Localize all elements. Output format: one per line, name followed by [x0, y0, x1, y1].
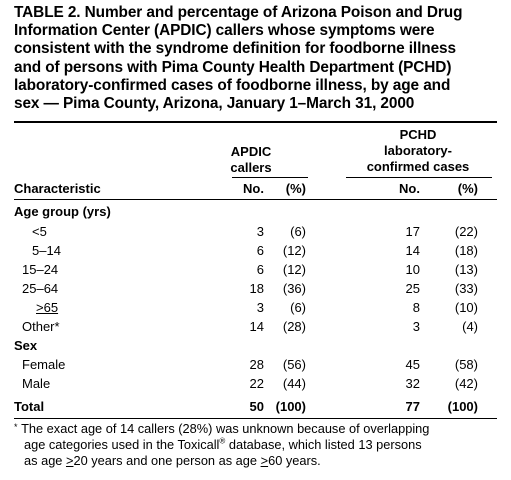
table-title [14, 4, 500, 113]
row-label: Male [22, 376, 51, 391]
pchd-no: 32 [405, 376, 420, 391]
pchd-no: 10 [405, 262, 420, 277]
title-line: Information Center (APDIC) callers whose symptoms were [14, 22, 435, 40]
apdic-no: 28 [249, 357, 264, 372]
title-line: laboratory-confirmed cases of foodborne illness, by age and [14, 76, 451, 94]
pchd-pct: (33) [454, 281, 478, 296]
header-rule [14, 199, 497, 200]
apdic-no: 6 [256, 243, 264, 258]
apdic-pct: (12) [282, 262, 306, 277]
pchd-no: 8 [412, 300, 420, 315]
apdic-group-underline [232, 177, 308, 178]
title-line: sex — Pima County, Arizona, January 1–March 31, 2000 [14, 95, 415, 113]
characteristic-header: Characteristic [14, 181, 101, 196]
apdic-pct-header: (%) [285, 181, 306, 196]
apdic-no-header: No. [243, 181, 264, 196]
pchd-pct-header: (%) [457, 181, 478, 196]
table-row [0, 262, 511, 281]
bottom-rule [14, 418, 497, 419]
apdic-no: 22 [249, 376, 264, 391]
pchd-no: 45 [405, 357, 420, 372]
table-row [0, 243, 511, 262]
apdic-no: 3 [256, 300, 264, 315]
footnote-line: as age >20 years and one person as age >60 years. [24, 453, 321, 468]
apdic-no: 18 [249, 281, 264, 296]
apdic-pct: (100) [275, 399, 306, 414]
apdic-no: 6 [256, 262, 264, 277]
row-label: <5 [32, 224, 47, 239]
pchd-no-header: No. [399, 181, 420, 196]
apdic-no: 50 [249, 399, 264, 414]
pchd-no: 77 [405, 399, 420, 414]
section-label-sex: Sex [14, 338, 38, 353]
table-row [0, 357, 511, 376]
apdic-no: 3 [256, 224, 264, 239]
row-label: 15–24 [22, 262, 59, 277]
footnote-line: age categories used in the Toxicall® database, which listed 13 persons [24, 436, 422, 452]
title-rule [14, 121, 497, 123]
apdic-pct: (56) [282, 357, 306, 372]
apdic-no: 14 [249, 319, 264, 334]
row-label: >65 [36, 300, 59, 315]
title-line: TABLE 2. Number and percentage of Arizona Poison and Drug [14, 4, 463, 21]
total-label: Total [14, 399, 45, 414]
pchd-no: 14 [405, 243, 420, 258]
apdic-group-header: APDIC callers [230, 144, 272, 175]
title-line: and of persons with Pima County Health Department (PCHD) [14, 58, 452, 76]
apdic-pct: (12) [282, 243, 306, 258]
pchd-no: 17 [405, 224, 420, 239]
section-label-age: Age group (yrs) [14, 204, 111, 219]
table-row [0, 300, 511, 319]
pchd-pct: (10) [454, 300, 478, 315]
row-label: Other* [22, 319, 60, 334]
row-label: 25–64 [22, 281, 59, 296]
row-label: 5–14 [32, 243, 61, 258]
row-label: Female [22, 357, 66, 372]
pchd-group-underline [346, 177, 492, 178]
apdic-pct: (28) [282, 319, 306, 334]
apdic-pct: (36) [282, 281, 306, 296]
pchd-pct: (4) [462, 319, 478, 334]
pchd-pct: (22) [454, 224, 478, 239]
apdic-pct: (44) [282, 376, 306, 391]
pchd-pct: (13) [454, 262, 478, 277]
pchd-pct: (58) [454, 357, 478, 372]
table-row [0, 224, 511, 243]
pchd-no: 25 [405, 281, 420, 296]
table-row [0, 376, 511, 395]
apdic-pct: (6) [290, 300, 306, 315]
pchd-pct: (42) [454, 376, 478, 391]
pchd-pct: (18) [454, 243, 478, 258]
footnote-line: * The exact age of 14 callers (28%) was unknown because of overlapping [14, 421, 430, 436]
apdic-pct: (6) [290, 224, 306, 239]
title-line: consistent with the syndrome definition for foodborne illness [14, 40, 456, 58]
table-row [0, 319, 511, 338]
pchd-no: 3 [412, 319, 420, 334]
total-row [0, 399, 511, 418]
table-row [0, 281, 511, 300]
pchd-group-header: PCHD laboratory- confirmed cases [366, 127, 470, 174]
footnote [14, 421, 500, 469]
pchd-pct: (100) [447, 399, 478, 414]
